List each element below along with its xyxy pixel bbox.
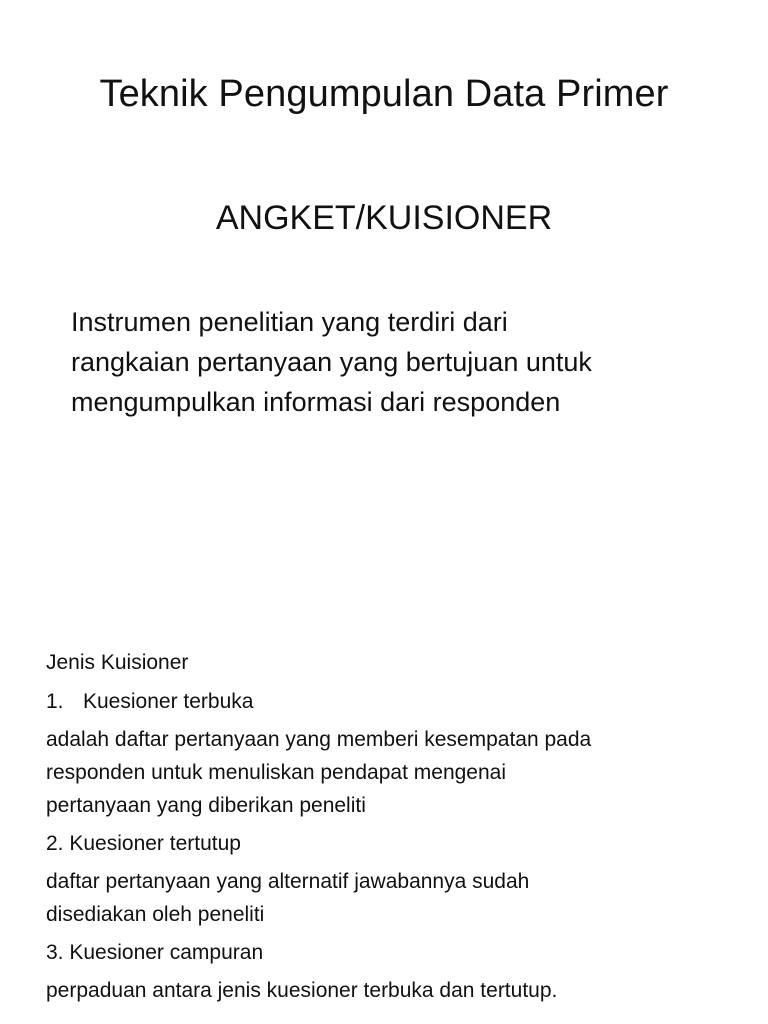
slide-title: Teknik Pengumpulan Data Primer	[99, 73, 669, 115]
definition-line: rangkaian pertanyaan yang bertujuan untuk	[71, 347, 592, 377]
type-item-name: Kuesioner terbuka	[83, 690, 254, 713]
definition-line: mengumpulkan informasi dari responden	[71, 387, 561, 417]
type-item-description-line: responden untuk menuliskan pendapat mengenai	[46, 761, 507, 784]
type-item-name: Kuesioner tertutup	[69, 832, 241, 855]
definition-line: Instrumen penelitian yang terdiri dari	[71, 307, 508, 337]
type-item-open	[46, 685, 746, 822]
type-item-name: Kuesioner campuran	[69, 941, 264, 964]
type-item-description-line: daftar pertanyaan yang alternatif jawabannya sudah	[46, 870, 530, 893]
type-item-heading	[46, 827, 746, 861]
type-item-description-line: adalah daftar pertanyaan yang memberi kesempatan pada	[46, 728, 592, 751]
type-item-description-line: pertanyaan yang diberikan peneliti	[46, 794, 366, 817]
slide-subtitle: ANGKET/KUISIONER	[215, 199, 553, 237]
type-item-number: 1.	[46, 690, 64, 713]
type-item-heading	[46, 685, 746, 719]
type-item-heading	[46, 936, 746, 970]
type-item-description-line: perpaduan antara jenis kuesioner terbuka dan tertutup.	[46, 979, 558, 1002]
type-item-closed	[46, 827, 746, 931]
type-item-mixed	[46, 936, 746, 1007]
type-item-number: 3.	[46, 941, 64, 964]
type-item-number: 2.	[46, 832, 64, 855]
type-item-description-line: disediakan oleh peneliti	[46, 903, 265, 926]
questionnaire-types-section	[46, 646, 746, 1007]
types-heading: Jenis Kuisioner	[46, 651, 189, 674]
definition-paragraph	[71, 302, 731, 422]
